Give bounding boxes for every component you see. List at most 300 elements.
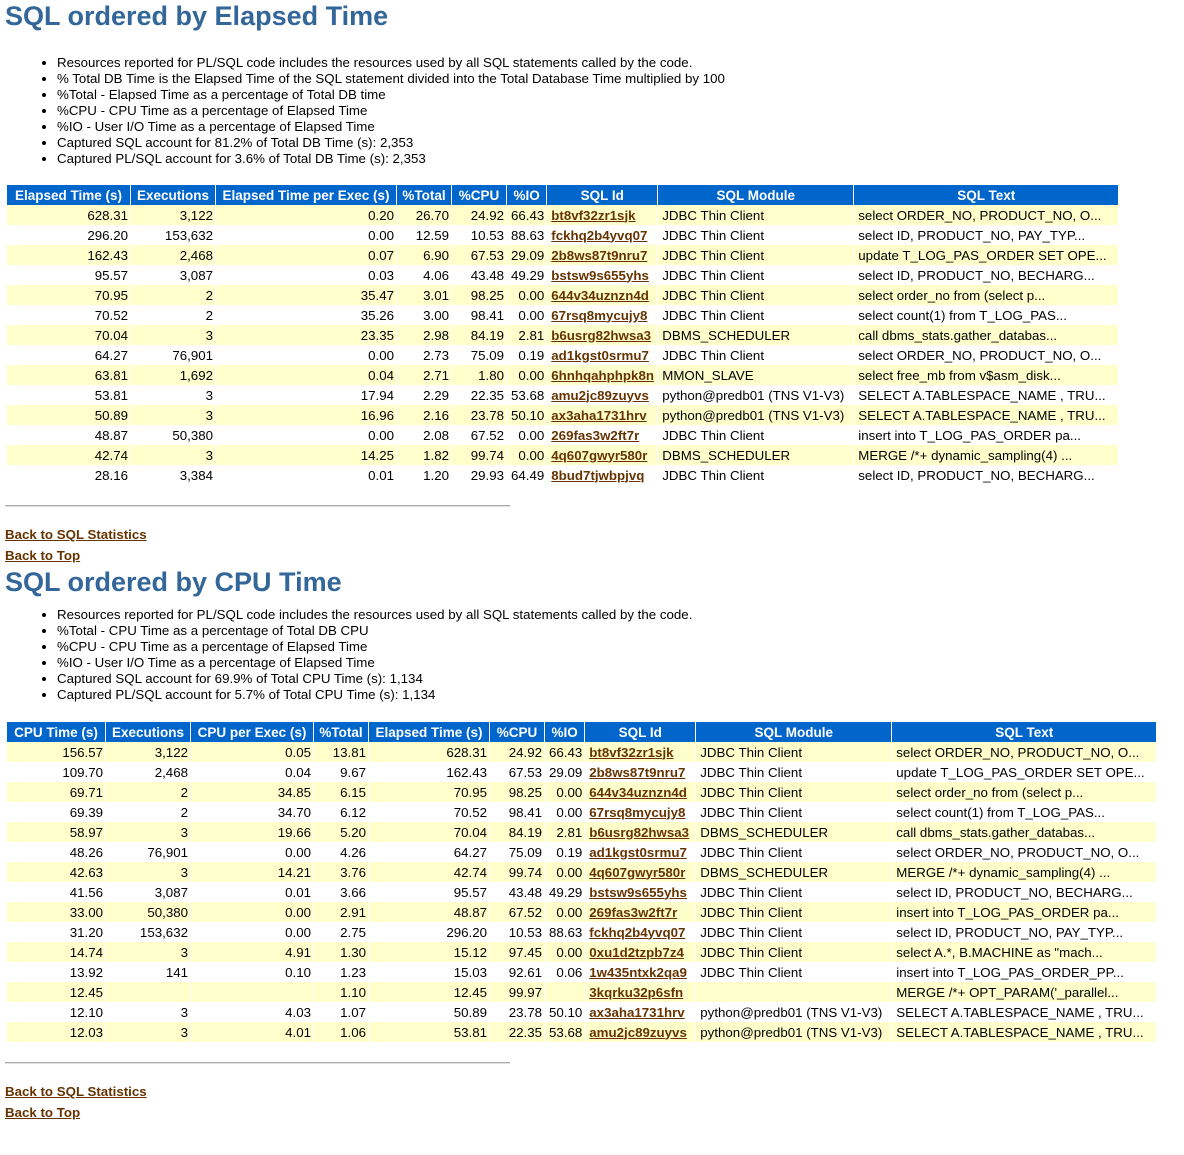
table-cell: 2 (131, 285, 215, 305)
sql-id-cell (585, 982, 695, 1002)
sql-id-link[interactable]: 67rsq8mycujy8 (589, 804, 686, 820)
sql-id-link[interactable]: 8bud7tjwbpjvq (551, 467, 645, 483)
table-cell: 17.94 (216, 385, 396, 405)
table-cell: 628.31 (7, 205, 130, 225)
sql-id-cell (547, 245, 657, 265)
table-cell: 3 (106, 942, 190, 962)
table-cell: 1.23 (314, 962, 368, 982)
table-cell: 0.00 (545, 942, 584, 962)
table-cell: 31.20 (7, 922, 105, 942)
table-row (7, 902, 1156, 922)
table-row (7, 205, 1118, 225)
sql-id-link[interactable]: 4q607gwyr580r (551, 447, 648, 463)
note-item: • %Total - CPU Time as a percentage of Total DB CPU (57, 623, 1179, 639)
table-cell: 26.70 (397, 205, 451, 225)
table-cell: insert into T_LOG_PAS_ORDER pa... (892, 902, 1156, 922)
table-cell: 34.85 (191, 782, 313, 802)
note-item: • %IO - User I/O Time as a percentage of Elapsed Time (57, 655, 1179, 671)
table-cell: 2.75 (314, 922, 368, 942)
table-cell: MERGE /*+ OPT_PARAM('_parallel... (892, 982, 1156, 1002)
sql-id-link[interactable]: 2b8ws87t9nru7 (589, 764, 686, 780)
table-cell: 10.53 (452, 225, 506, 245)
table-cell: select order_no from (select p... (854, 285, 1118, 305)
table-cell: 19.66 (191, 822, 313, 842)
table-cell: 48.87 (7, 425, 130, 445)
sql-id-link[interactable]: bt8vf32zr1sjk (551, 207, 636, 223)
col-header: SQL Text (854, 185, 1118, 205)
table-cell: JDBC Thin Client (696, 742, 891, 762)
table-cell: 15.03 (369, 962, 489, 982)
table-row (7, 842, 1156, 862)
table-cell: 0.01 (216, 465, 396, 485)
table-cell: 1,692 (131, 365, 215, 385)
back-to-top-link[interactable]: Back to Top (5, 1105, 81, 1120)
table-cell: 88.63 (507, 225, 546, 245)
table-cell: call dbms_stats.gather_databas... (854, 325, 1118, 345)
table-cell: 0.00 (216, 425, 396, 445)
table-cell: JDBC Thin Client (696, 762, 891, 782)
table-cell: SELECT A.TABLESPACE_NAME , TRU... (854, 405, 1118, 425)
table-cell: 0.00 (507, 365, 546, 385)
table-row (7, 285, 1118, 305)
table-cell: 22.35 (490, 1022, 544, 1042)
table-cell: 12.45 (369, 982, 489, 1002)
table-row (7, 245, 1118, 265)
table-cell: 4.03 (191, 1002, 313, 1022)
table-cell: 50.89 (369, 1002, 489, 1022)
table-cell: 0.00 (507, 445, 546, 465)
table-cell: 2.91 (314, 902, 368, 922)
table-cell: 3 (106, 1002, 190, 1022)
table-cell: JDBC Thin Client (696, 802, 891, 822)
table-cell: python@predb01 (TNS V1-V3) (658, 385, 853, 405)
table-cell: JDBC Thin Client (696, 962, 891, 982)
table-cell: 156.57 (7, 742, 105, 762)
table-row (7, 345, 1118, 365)
sql-id-cell (547, 365, 657, 385)
sql-id-link[interactable]: fckhq2b4yvq07 (551, 227, 648, 243)
col-header: %IO (545, 722, 584, 742)
table-cell: 3 (106, 1022, 190, 1042)
table-cell: 296.20 (369, 922, 489, 942)
table-cell: 4.26 (314, 842, 368, 862)
table-cell: 98.25 (490, 782, 544, 802)
table-row (7, 962, 1156, 982)
table-cell: insert into T_LOG_PAS_ORDER pa... (854, 425, 1118, 445)
table-cell: 1.80 (452, 365, 506, 385)
table-cell: select ORDER_NO, PRODUCT_NO, O... (854, 345, 1118, 365)
table-cell: 67.52 (452, 425, 506, 445)
table-cell: 153,632 (106, 922, 190, 942)
table-cell: 3.01 (397, 285, 451, 305)
table-header-row (7, 722, 1156, 742)
table-cell: select ORDER_NO, PRODUCT_NO, O... (892, 742, 1156, 762)
table-cell: 2.73 (397, 345, 451, 365)
table-cell: 42.63 (7, 862, 105, 882)
note-item: • %CPU - CPU Time as a percentage of Elapsed Time (57, 639, 1179, 655)
sql-id-cell (585, 942, 695, 962)
sql-id-link[interactable]: bstsw9s655yhs (551, 267, 649, 283)
table-cell: 48.87 (369, 902, 489, 922)
table-cell: SELECT A.TABLESPACE_NAME , TRU... (854, 385, 1118, 405)
table-cell: 76,901 (131, 345, 215, 365)
table-cell: 0.19 (545, 842, 584, 862)
note-item: • Resources reported for PL/SQL code includes the resources used by all SQL statements called by the code. (57, 607, 1179, 623)
col-header: Elapsed Time (s) (7, 185, 130, 205)
table-cell: 53.68 (545, 1022, 584, 1042)
sql-id-cell (547, 265, 657, 285)
table-cell: 0.00 (216, 345, 396, 365)
table-cell: select ORDER_NO, PRODUCT_NO, O... (892, 842, 1156, 862)
col-header: Elapsed Time (s) (369, 722, 489, 742)
table-cell: 2.16 (397, 405, 451, 425)
table-cell: 95.57 (369, 882, 489, 902)
note-item: • Captured PL/SQL account for 5.7% of Total CPU Time (s): 1,134 (57, 687, 1179, 703)
table-cell: 69.39 (7, 802, 105, 822)
elapsed-time-table (6, 185, 1119, 485)
table-cell: 98.41 (490, 802, 544, 822)
table-cell: JDBC Thin Client (658, 225, 853, 245)
table-cell: 35.47 (216, 285, 396, 305)
table-row (7, 882, 1156, 902)
table-cell: 53.81 (369, 1022, 489, 1042)
sql-id-cell (547, 345, 657, 365)
table-cell: 35.26 (216, 305, 396, 325)
table-cell: 70.52 (7, 305, 130, 325)
sql-id-link[interactable]: bt8vf32zr1sjk (589, 744, 674, 760)
table-cell: 2.29 (397, 385, 451, 405)
table-cell: 0.00 (545, 862, 584, 882)
table-cell: 0.07 (216, 245, 396, 265)
table-cell: 5.20 (314, 822, 368, 842)
table-cell: 49.29 (507, 265, 546, 285)
table-cell: 14.21 (191, 862, 313, 882)
table-cell: DBMS_SCHEDULER (696, 862, 891, 882)
back-to-sql-statistics-link[interactable]: Back to SQL Statistics (5, 1084, 147, 1099)
table-cell: 162.43 (7, 245, 130, 265)
table-cell: JDBC Thin Client (696, 842, 891, 862)
table-cell: JDBC Thin Client (658, 205, 853, 225)
table-cell: 64.27 (7, 345, 130, 365)
sql-id-link[interactable]: amu2jc89zuyvs (551, 387, 649, 403)
table-cell: 1.07 (314, 1002, 368, 1022)
table-cell: 98.41 (452, 305, 506, 325)
table-cell: 3 (131, 325, 215, 345)
table-cell: SELECT A.TABLESPACE_NAME , TRU... (892, 1002, 1156, 1022)
table-cell: 162.43 (369, 762, 489, 782)
table-cell: 34.70 (191, 802, 313, 822)
table-cell: 12.59 (397, 225, 451, 245)
table-cell: 24.92 (490, 742, 544, 762)
table-cell: 22.35 (452, 385, 506, 405)
col-header: %Total (397, 185, 451, 205)
table-cell: 1.82 (397, 445, 451, 465)
table-cell: 50,380 (106, 902, 190, 922)
table-cell: JDBC Thin Client (658, 265, 853, 285)
table-cell: 88.63 (545, 922, 584, 942)
table-cell: select ID, PRODUCT_NO, PAY_TYP... (892, 922, 1156, 942)
table-cell: 296.20 (7, 225, 130, 245)
table-cell: 99.74 (490, 862, 544, 882)
table-cell: 2.81 (545, 822, 584, 842)
table-cell: select A.*, B.MACHINE as "mach... (892, 942, 1156, 962)
sql-id-cell (585, 742, 695, 762)
sql-id-link[interactable]: 4q607gwyr580r (589, 864, 686, 880)
sql-id-cell (547, 325, 657, 345)
sql-id-cell (585, 862, 695, 882)
table-row (7, 465, 1118, 485)
sql-id-link[interactable]: ax3aha1731hrv (551, 407, 647, 423)
table-cell: 628.31 (369, 742, 489, 762)
table-row (7, 822, 1156, 842)
table-cell: 2.98 (397, 325, 451, 345)
sql-id-cell (585, 1002, 695, 1022)
col-header: CPU Time (s) (7, 722, 105, 742)
sql-id-cell (585, 902, 695, 922)
sql-id-link[interactable]: 3kqrku32p6sfn (589, 984, 684, 1000)
table-cell: 58.97 (7, 822, 105, 842)
sql-id-link[interactable]: 67rsq8mycujy8 (551, 307, 648, 323)
sql-id-link[interactable]: amu2jc89zuyvs (589, 1024, 687, 1040)
table-cell: 63.81 (7, 365, 130, 385)
table-row (7, 782, 1156, 802)
table-cell: 15.12 (369, 942, 489, 962)
back-to-top-link[interactable]: Back to Top (5, 548, 81, 563)
table-cell: 3,122 (106, 742, 190, 762)
table-cell: 70.04 (369, 822, 489, 842)
table-cell: 50,380 (131, 425, 215, 445)
table-cell: DBMS_SCHEDULER (658, 325, 853, 345)
sql-id-cell (585, 822, 695, 842)
sql-id-link[interactable]: 1w435ntxk2qa9 (589, 964, 687, 980)
table-cell: 0.00 (545, 902, 584, 922)
col-header: %CPU (490, 722, 544, 742)
table-cell: 0.00 (191, 842, 313, 862)
table-row (7, 385, 1118, 405)
sql-id-link[interactable]: 0xu1d2tzpb7z4 (589, 944, 684, 960)
table-row (7, 982, 1156, 1002)
sql-id-link[interactable]: b6usrg82hwsa3 (589, 824, 690, 840)
table-row (7, 265, 1118, 285)
back-to-sql-statistics-link[interactable]: Back to SQL Statistics (5, 527, 147, 542)
table-cell: 0.00 (507, 285, 546, 305)
table-cell: 2.08 (397, 425, 451, 445)
table-cell: MMON_SLAVE (658, 365, 853, 385)
note-item: • Captured PL/SQL account for 3.6% of Total DB Time (s): 2,353 (57, 151, 1179, 167)
table-cell: JDBC Thin Client (696, 882, 891, 902)
table-cell: 48.26 (7, 842, 105, 862)
table-cell: 43.48 (490, 882, 544, 902)
table-row (7, 1002, 1156, 1022)
sql-id-link[interactable]: 269fas3w2ft7r (589, 904, 678, 920)
note-item: • %CPU - CPU Time as a percentage of Elapsed Time (57, 103, 1179, 119)
col-header: SQL Id (547, 185, 657, 205)
sql-id-link[interactable]: ax3aha1731hrv (589, 1004, 685, 1020)
table-cell: select count(1) from T_LOG_PAS... (854, 305, 1118, 325)
table-cell: 0.03 (216, 265, 396, 285)
table-cell: 33.00 (7, 902, 105, 922)
table-cell: JDBC Thin Client (696, 782, 891, 802)
table-row (7, 425, 1118, 445)
table-cell: 6.12 (314, 802, 368, 822)
table-cell: 13.81 (314, 742, 368, 762)
table-cell: 67.52 (490, 902, 544, 922)
table-cell: 0.04 (216, 365, 396, 385)
col-header: CPU per Exec (s) (191, 722, 313, 742)
sql-id-cell (547, 445, 657, 465)
table-cell: 14.74 (7, 942, 105, 962)
table-cell: 3,087 (106, 882, 190, 902)
sql-id-link[interactable]: bstsw9s655yhs (589, 884, 687, 900)
table-cell: 69.71 (7, 782, 105, 802)
table-cell: 64.27 (369, 842, 489, 862)
table-cell: 0.04 (191, 762, 313, 782)
table-row (7, 305, 1118, 325)
table-cell: JDBC Thin Client (658, 245, 853, 265)
cpu-time-table (6, 722, 1157, 1042)
sql-id-cell (585, 782, 695, 802)
table-cell: 2,468 (131, 245, 215, 265)
col-header: Executions (131, 185, 215, 205)
table-cell: JDBC Thin Client (658, 345, 853, 365)
note-item: • Resources reported for PL/SQL code includes the resources used by all SQL statements called by the code. (57, 55, 1179, 71)
col-header: Executions (106, 722, 190, 742)
table-row (7, 1022, 1156, 1042)
table-row (7, 742, 1156, 762)
table-cell: 0.00 (545, 802, 584, 822)
col-header: Elapsed Time per Exec (s) (216, 185, 396, 205)
table-cell: JDBC Thin Client (658, 425, 853, 445)
table-cell: 92.61 (490, 962, 544, 982)
sql-id-cell (585, 1022, 695, 1042)
table-row (7, 405, 1118, 425)
sql-id-link[interactable]: ad1kgst0srmu7 (551, 347, 649, 363)
table-cell: 23.78 (490, 1002, 544, 1022)
table-cell: select ID, PRODUCT_NO, BECHARG... (892, 882, 1156, 902)
table-cell: 3 (131, 445, 215, 465)
table-cell (106, 982, 190, 1002)
table-cell: 66.43 (545, 742, 584, 762)
table-cell: 2 (106, 782, 190, 802)
sql-id-cell (547, 285, 657, 305)
sql-id-cell (547, 205, 657, 225)
table-cell: update T_LOG_PAS_ORDER SET OPE... (854, 245, 1118, 265)
elapsed-table-body (7, 205, 1118, 485)
table-cell (696, 982, 891, 1002)
table-cell: 3 (106, 862, 190, 882)
table-cell: 3,122 (131, 205, 215, 225)
sql-id-cell (547, 425, 657, 445)
table-cell: 97.45 (490, 942, 544, 962)
table-cell: 12.45 (7, 982, 105, 1002)
table-cell: 3.76 (314, 862, 368, 882)
table-cell: 0.06 (545, 962, 584, 982)
note-item: • % Total DB Time is the Elapsed Time of the SQL statement divided into the Total Database Time multiplied by 100 (57, 71, 1179, 87)
notes-list-elapsed (5, 55, 1179, 167)
col-header: %Total (314, 722, 368, 742)
sql-id-link[interactable]: b6usrg82hwsa3 (551, 327, 652, 343)
sql-id-link[interactable]: 6hnhqahphpk8n (551, 367, 654, 383)
table-cell: 0.10 (191, 962, 313, 982)
table-row (7, 942, 1156, 962)
table-cell: SELECT A.TABLESPACE_NAME , TRU... (892, 1022, 1156, 1042)
table-cell: 4.01 (191, 1022, 313, 1042)
sql-id-link[interactable]: 2b8ws87t9nru7 (551, 247, 648, 263)
table-cell: select count(1) from T_LOG_PAS... (892, 802, 1156, 822)
table-cell: 84.19 (452, 325, 506, 345)
table-cell: 50.10 (507, 405, 546, 425)
sql-id-cell (585, 882, 695, 902)
col-header: SQL Module (658, 185, 853, 205)
table-cell: 75.09 (452, 345, 506, 365)
table-cell: 29.09 (545, 762, 584, 782)
table-cell: 23.78 (452, 405, 506, 425)
table-cell: 64.49 (507, 465, 546, 485)
table-cell: 67.53 (490, 762, 544, 782)
note-item: • %IO - User I/O Time as a percentage of Elapsed Time (57, 119, 1179, 135)
col-header: %CPU (452, 185, 506, 205)
table-cell: 12.03 (7, 1022, 105, 1042)
table-cell: 0.00 (191, 902, 313, 922)
table-cell: 70.04 (7, 325, 130, 345)
table-cell: 2 (106, 802, 190, 822)
table-cell: 70.95 (369, 782, 489, 802)
table-header-row (7, 185, 1118, 205)
table-row (7, 445, 1118, 465)
section-title-elapsed: SQL ordered by Elapsed Time (5, 1, 389, 31)
table-cell: python@predb01 (TNS V1-V3) (658, 405, 853, 425)
table-cell: 99.97 (490, 982, 544, 1002)
table-cell: JDBC Thin Client (696, 922, 891, 942)
table-cell: 67.53 (452, 245, 506, 265)
note-item: • Captured SQL account for 69.9% of Total CPU Time (s): 1,134 (57, 671, 1179, 687)
table-cell: 2.71 (397, 365, 451, 385)
table-cell: 4.06 (397, 265, 451, 285)
table-cell: 0.00 (507, 305, 546, 325)
table-cell: 13.92 (7, 962, 105, 982)
table-cell: 14.25 (216, 445, 396, 465)
table-cell: 42.74 (7, 445, 130, 465)
sql-id-cell (547, 305, 657, 325)
table-cell: 42.74 (369, 862, 489, 882)
table-cell: 2 (131, 305, 215, 325)
table-cell: 99.74 (452, 445, 506, 465)
table-cell: JDBC Thin Client (658, 465, 853, 485)
sql-id-link[interactable]: fckhq2b4yvq07 (589, 924, 686, 940)
table-cell: 3,384 (131, 465, 215, 485)
sql-id-link[interactable]: 269fas3w2ft7r (551, 427, 640, 443)
table-cell: 2.81 (507, 325, 546, 345)
table-cell: select order_no from (select p... (892, 782, 1156, 802)
table-cell: select ID, PRODUCT_NO, BECHARG... (854, 465, 1118, 485)
table-cell: 29.93 (452, 465, 506, 485)
notes-list-cpu (5, 607, 1179, 703)
table-cell: 0.00 (545, 782, 584, 802)
table-cell: 76,901 (106, 842, 190, 862)
table-cell: 95.57 (7, 265, 130, 285)
table-cell: 29.09 (507, 245, 546, 265)
sql-id-link[interactable]: 644v34uznzn4d (589, 784, 687, 800)
sql-id-link[interactable]: ad1kgst0srmu7 (589, 844, 687, 860)
col-header: SQL Text (892, 722, 1156, 742)
table-cell: 84.19 (490, 822, 544, 842)
table-row (7, 922, 1156, 942)
sql-id-link[interactable]: 644v34uznzn4d (551, 287, 649, 303)
table-cell: 0.00 (507, 425, 546, 445)
table-cell: select ID, PRODUCT_NO, BECHARG... (854, 265, 1118, 285)
table-cell: 50.10 (545, 1002, 584, 1022)
col-header: %IO (507, 185, 546, 205)
